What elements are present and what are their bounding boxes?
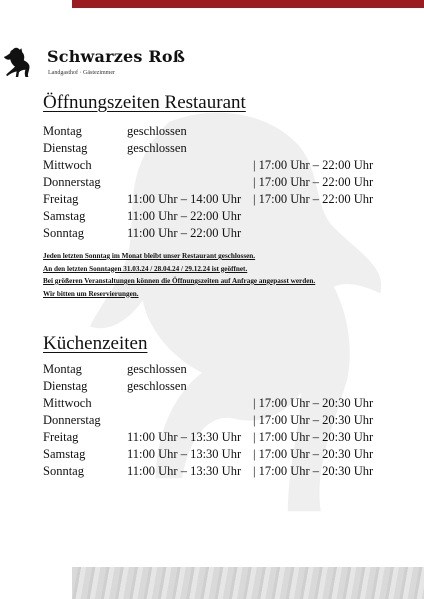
day-label: Montag: [43, 124, 82, 138]
day-label: Donnerstag: [43, 413, 101, 427]
evening-hours: | 17:00 Uhr – 22:00 Uhr: [253, 158, 374, 172]
evening-hours: | 17:00 Uhr – 22:00 Uhr: [253, 192, 374, 206]
evening-hours: | 17:00 Uhr – 22:00 Uhr: [253, 175, 374, 189]
midday-hours: 11:00 Uhr – 13:30 Uhr: [127, 430, 242, 444]
brand-name: Schwarzes Roß: [47, 47, 186, 66]
midday-hours: 11:00 Uhr – 22:00 Uhr: [127, 209, 242, 223]
midday-hours: geschlossen: [127, 141, 187, 155]
note-line: Jeden letzten Sonntag im Monat bleibt unser Restaurant geschlossen.: [43, 252, 256, 260]
day-label: Sonntag: [43, 226, 84, 240]
midday-hours: 11:00 Uhr – 13:30 Uhr: [127, 447, 242, 461]
restaurant-notes: [43, 250, 315, 300]
evening-hours: | 17:00 Uhr – 20:30 Uhr: [253, 413, 374, 427]
day-label: Donnerstag: [43, 175, 101, 189]
day-label: Dienstag: [43, 141, 88, 155]
note-line: Wir bitten um Reservierungen.: [43, 289, 139, 298]
day-label: Mittwoch: [43, 396, 92, 410]
day-label: Samstag: [43, 447, 86, 461]
note-line: An den letzten Sonntagen 31.03.24 / 28.04.24 / 29.12.24 ist geöffnet.: [43, 264, 248, 273]
evening-hours: | 17:00 Uhr – 20:30 Uhr: [253, 447, 374, 461]
day-label: Samstag: [43, 209, 86, 223]
day-label: Montag: [43, 362, 82, 376]
evening-hours: | 17:00 Uhr – 20:30 Uhr: [253, 464, 374, 478]
top-accent-bar: [72, 0, 424, 8]
brand-subtitle: Landgasthof · Gästezimmer: [48, 70, 115, 76]
note-line: Bei größeren Veranstaltungen können die Öffnungszeiten auf Anfrage angepasst werden.: [43, 277, 316, 285]
midday-hours: 11:00 Uhr – 14:00 Uhr: [127, 192, 242, 206]
restaurant-hours-title: Öffnungszeiten Restaurant: [43, 92, 246, 113]
midday-hours: 11:00 Uhr – 13:30 Uhr: [127, 464, 242, 478]
day-label: Freitag: [43, 430, 79, 444]
midday-hours: geschlossen: [127, 379, 187, 393]
day-label: Freitag: [43, 192, 79, 206]
kitchen-hours-title: Küchenzeiten: [43, 333, 148, 354]
day-label: Dienstag: [43, 379, 88, 393]
horse-icon: [3, 44, 35, 78]
footer-texture: [72, 567, 424, 599]
midday-hours: 11:00 Uhr – 22:00 Uhr: [127, 226, 242, 240]
midday-hours: geschlossen: [127, 124, 187, 138]
evening-hours: | 17:00 Uhr – 20:30 Uhr: [253, 396, 374, 410]
day-label: Mittwoch: [43, 158, 92, 172]
evening-hours: | 17:00 Uhr – 20:30 Uhr: [253, 430, 374, 444]
midday-hours: geschlossen: [127, 362, 187, 376]
day-label: Sonntag: [43, 464, 84, 478]
